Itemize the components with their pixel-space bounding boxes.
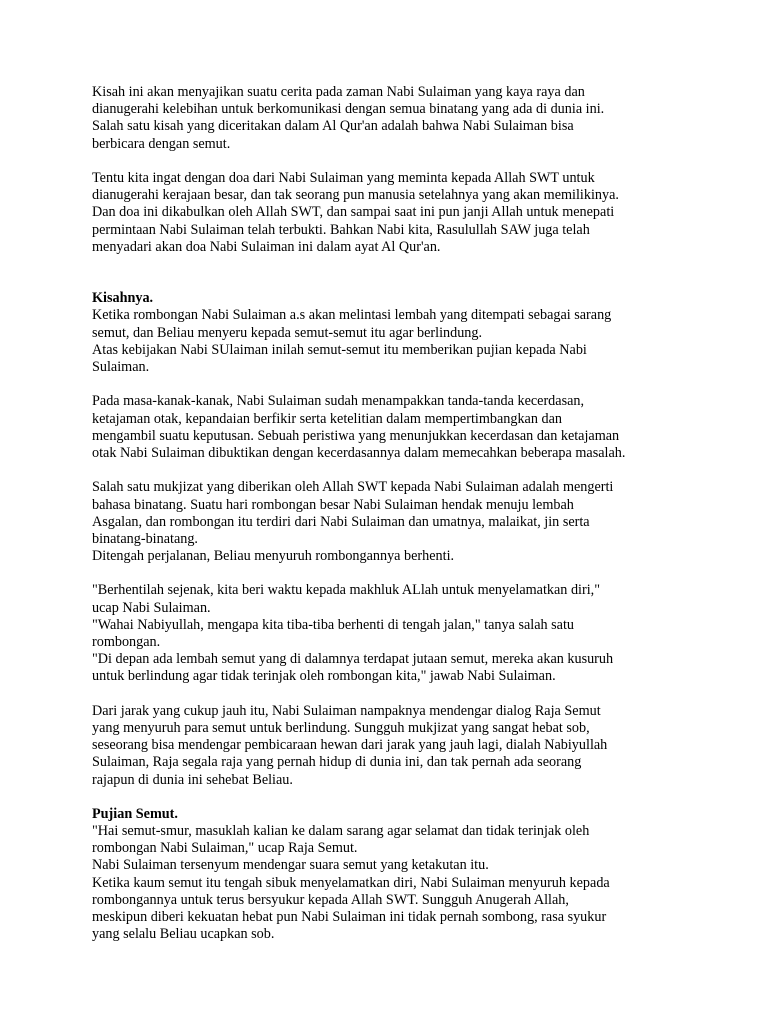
paragraph-gap	[92, 462, 692, 479]
text-line: "Wahai Nabiyullah, mengapa kita tiba-tiba berhenti di tengah jalan," tanya salah satu	[92, 616, 575, 633]
text-line: yang selalu Beliau ucapkan sob.	[92, 926, 275, 943]
text-line: dianugerahi kelebihan untuk berkomunikasi dengan semua binatang yang ada di dunia ini.	[92, 101, 605, 118]
paragraph-intro	[92, 84, 692, 153]
paragraph-gap	[92, 256, 692, 290]
text-line: Ketika rombongan Nabi Sulaiman a.s akan melintasi lembah yang ditempati sebagai sarang	[92, 307, 612, 324]
section-heading-pujian-semut: Pujian Semut.	[92, 805, 178, 822]
paragraph-gap	[92, 565, 692, 582]
paragraph-kisahnya	[92, 307, 692, 376]
text-line: yang menyuruh para semut untuk berlindung. Sungguh mukjizat yang sangat hebat sob,	[92, 719, 590, 736]
text-line: rombongan Nabi Sulaiman," ucap Raja Semut.	[92, 840, 358, 857]
paragraph-gap	[92, 686, 692, 703]
text-line: bahasa binatang. Suatu hari rombongan besar Nabi Sulaiman hendak menuju lembah	[92, 496, 574, 513]
text-line: dianugerahi kerajaan besar, dan tak seorang pun manusia setelahnya yang akan memilikinya.	[92, 187, 619, 204]
text-line: untuk berlindung agar tidak terinjak oleh rombongan kita," jawab Nabi Sulaiman.	[92, 668, 556, 685]
text-line: Atas kebijakan Nabi SUlaiman inilah semut-semut itu memberikan pujian kepada Nabi	[92, 341, 587, 358]
text-line: Pada masa-kanak-kanak, Nabi Sulaiman sudah menampakkan tanda-tanda kecerdasan,	[92, 393, 585, 410]
text-line: Ketika kaum semut itu tengah sibuk menyelamatkan diri, Nabi Sulaiman menyuruh kepada	[92, 874, 610, 891]
paragraph-mukjizat	[92, 479, 692, 565]
text-line: Asgalan, dan rombongan itu terdiri dari Nabi Sulaiman dan umatnya, malaikat, jin serta	[92, 513, 590, 530]
text-line: Ditengah perjalanan, Beliau menyuruh rombongannya berhenti.	[92, 548, 455, 565]
text-line: "Berhentilah sejenak, kita beri waktu kepada makhluk ALlah untuk menyelamatkan diri,"	[92, 582, 600, 599]
text-line: Sulaiman, Raja segala raja yang pernah hidup di dunia ini, dan tak pernah ada seorang	[92, 754, 582, 771]
text-line: berbicara dengan semut.	[92, 135, 231, 152]
text-line: Nabi Sulaiman tersenyum mendengar suara semut yang ketakutan itu.	[92, 857, 489, 874]
text-line: binatang-binatang.	[92, 530, 198, 547]
text-line: ucap Nabi Sulaiman.	[92, 599, 211, 616]
document-page	[92, 84, 692, 943]
text-line: mengambil suatu keputusan. Sebuah peristiwa yang menunjukkan kecerdasan dan ketajaman	[92, 427, 620, 444]
text-line: permintaan Nabi Sulaiman telah terbukti. Bahkan Nabi kita, Rasulullah SAW juga telah	[92, 221, 590, 238]
text-line: Kisah ini akan menyajikan suatu cerita pada zaman Nabi Sulaiman yang kaya raya dan	[92, 84, 585, 100]
paragraph-gap	[92, 153, 692, 170]
text-line: menyadari akan doa Nabi Sulaiman ini dalam ayat Al Qur'an.	[92, 238, 441, 255]
paragraph-gap	[92, 376, 692, 393]
text-line: Tentu kita ingat dengan doa dari Nabi Sulaiman yang meminta kepada Allah SWT untuk	[92, 169, 595, 186]
paragraph-pujian-semut	[92, 823, 692, 943]
text-line: Dari jarak yang cukup jauh itu, Nabi Sulaiman nampaknya mendengar dialog Raja Semut	[92, 702, 601, 719]
text-line: meskipun diberi kekuatan hebat pun Nabi Sulaiman ini tidak pernah sombong, rasa syukur	[92, 909, 607, 926]
text-line: rajapun di dunia ini sehebat Beliau.	[92, 771, 293, 788]
paragraph-dialog	[92, 582, 692, 685]
paragraph-masa-kecil	[92, 393, 692, 462]
text-line: ketajaman otak, kepandaian berfikir serta ketelitian dalam mempertimbangkan dan	[92, 410, 562, 427]
text-line: Sulaiman.	[92, 359, 150, 376]
text-line: "Di depan ada lembah semut yang di dalamnya terdapat jutaan semut, mereka akan kusuruh	[92, 651, 614, 668]
text-line: seseorang bisa mendengar pembicaraan hewan dari jarak yang jauh lagi, dialah Nabiyullah	[92, 737, 608, 754]
text-line: Dan doa ini dikabulkan oleh Allah SWT, dan sampai saat ini pun janji Allah untuk menepati	[92, 204, 615, 221]
text-line: otak Nabi Sulaiman dibuktikan dengan kecerdasannya dalam memecahkan beberapa masalah.	[92, 444, 626, 461]
paragraph-gap	[92, 789, 692, 806]
paragraph-raja-semut	[92, 703, 692, 789]
text-line: "Hai semut-smur, masuklah kalian ke dalam sarang agar selamat dan tidak terinjak oleh	[92, 823, 590, 840]
text-line: Salah satu mukjizat yang diberikan oleh Allah SWT kepada Nabi Sulaiman adalah mengerti	[92, 479, 614, 496]
text-line: rombongan.	[92, 634, 161, 651]
paragraph-doa	[92, 170, 692, 256]
text-line: rombongannya untuk terus bersyukur kepada Allah SWT. Sungguh Anugerah Allah,	[92, 891, 569, 908]
text-line: Salah satu kisah yang diceritakan dalam Al Qur'an adalah bahwa Nabi Sulaiman bisa	[92, 118, 574, 135]
section-heading-kisahnya: Kisahnya.	[92, 290, 154, 307]
text-line: semut, dan Beliau menyeru kepada semut-semut itu agar berlindung.	[92, 324, 483, 341]
